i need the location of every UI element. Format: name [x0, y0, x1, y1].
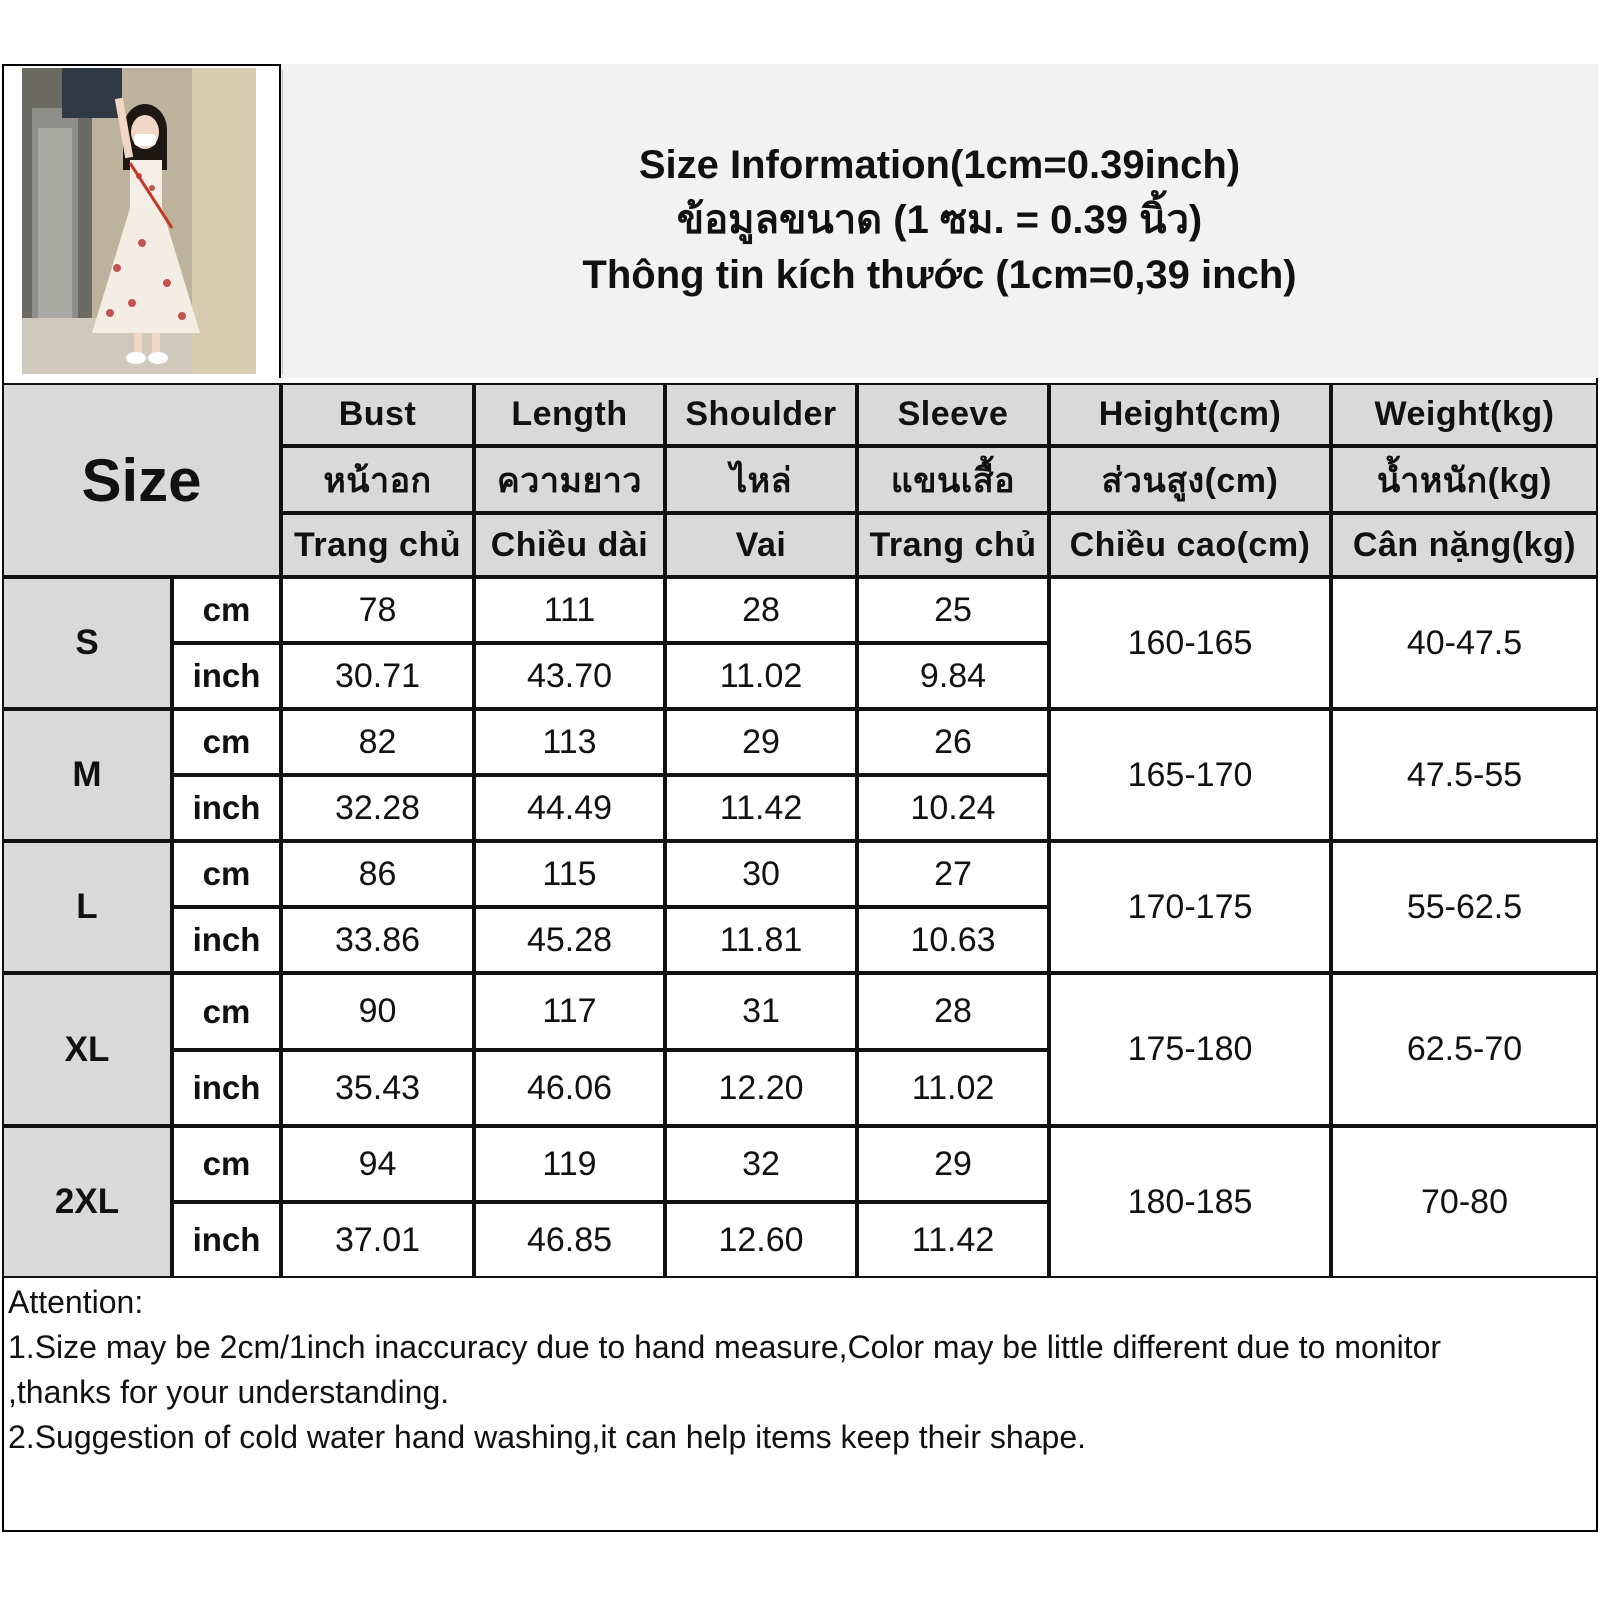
column-header-th: แขนเสื้อ — [857, 446, 1049, 513]
column-header-vi: Vai — [665, 513, 857, 577]
measure-inch-cell: 11.81 — [665, 907, 857, 973]
measure-inch-cell: 35.43 — [281, 1050, 474, 1126]
column-header-vi: Trang chủ — [281, 513, 474, 577]
measure-cm-cell: 28 — [665, 577, 857, 643]
measure-inch-cell: 43.70 — [474, 643, 665, 709]
unit-cm-cell: cm — [172, 973, 281, 1050]
column-header-th: ส่วนสูง(cm) — [1049, 446, 1331, 513]
note-line: 2.Suggestion of cold water hand washing,it can help items keep their shape. — [8, 1419, 1086, 1455]
measure-cm-cell: 29 — [857, 1126, 1049, 1202]
measure-cm-cell: 29 — [665, 709, 857, 775]
weight-range-cell: 47.5-55 — [1331, 709, 1598, 841]
unit-cm-cell: cm — [172, 577, 281, 643]
note-line: ,thanks for your understanding. — [8, 1374, 450, 1410]
height-range-cell: 170-175 — [1049, 841, 1331, 973]
product-photo — [22, 68, 256, 374]
measure-cm-cell: 31 — [665, 973, 857, 1050]
unit-inch-cell: inch — [172, 907, 281, 973]
title-vietnamese: Thông tin kích thước (1cm=0,39 inch) — [582, 253, 1297, 297]
column-header-vi: Chiều cao(cm) — [1049, 513, 1331, 577]
column-header-th: ไหล่ — [665, 446, 857, 513]
measure-inch-cell: 37.01 — [281, 1202, 474, 1278]
measure-cm-cell: 90 — [281, 973, 474, 1050]
measure-cm-cell: 115 — [474, 841, 665, 907]
weight-range-cell: 62.5-70 — [1331, 973, 1598, 1126]
measure-inch-cell: 30.71 — [281, 643, 474, 709]
column-header-vi: Chiều dài — [474, 513, 665, 577]
measure-cm-cell: 117 — [474, 973, 665, 1050]
column-header-en: Height(cm) — [1049, 383, 1331, 446]
weight-range-cell: 70-80 — [1331, 1126, 1598, 1278]
column-header-en: Weight(kg) — [1331, 383, 1598, 446]
measure-cm-cell: 28 — [857, 973, 1049, 1050]
unit-inch-cell: inch — [172, 775, 281, 841]
unit-cm-cell: cm — [172, 841, 281, 907]
size-label-cell: 2XL — [2, 1126, 172, 1278]
column-header-en: Bust — [281, 383, 474, 446]
measure-inch-cell: 12.20 — [665, 1050, 857, 1126]
note-line: 1.Size may be 2cm/1inch inaccuracy due to hand measure,Color may be little different due to monitor — [8, 1329, 1442, 1365]
unit-inch-cell: inch — [172, 643, 281, 709]
measure-inch-cell: 46.06 — [474, 1050, 665, 1126]
title-block — [281, 138, 1598, 303]
height-range-cell: 180-185 — [1049, 1126, 1331, 1278]
notes-heading: Attention: — [8, 1284, 144, 1320]
column-header-th: น้ำหนัก(kg) — [1331, 446, 1598, 513]
measure-inch-cell: 11.02 — [857, 1050, 1049, 1126]
measure-cm-cell: 30 — [665, 841, 857, 907]
size-label-cell: XL — [2, 973, 172, 1126]
column-header-th: หน้าอก — [281, 446, 474, 513]
height-range-cell: 175-180 — [1049, 973, 1331, 1126]
column-header-en: Shoulder — [665, 383, 857, 446]
unit-cm-cell: cm — [172, 1126, 281, 1202]
measure-inch-cell: 44.49 — [474, 775, 665, 841]
size-label-cell: S — [2, 577, 172, 709]
measure-inch-cell: 11.02 — [665, 643, 857, 709]
height-range-cell: 165-170 — [1049, 709, 1331, 841]
measure-cm-cell: 119 — [474, 1126, 665, 1202]
column-header-th: ความยาว — [474, 446, 665, 513]
column-header-en: Length — [474, 383, 665, 446]
column-header-en: Sleeve — [857, 383, 1049, 446]
measure-inch-cell: 12.60 — [665, 1202, 857, 1278]
unit-inch-cell: inch — [172, 1202, 281, 1278]
unit-cm-cell: cm — [172, 709, 281, 775]
measure-cm-cell: 111 — [474, 577, 665, 643]
unit-inch-cell: inch — [172, 1050, 281, 1126]
measure-cm-cell: 78 — [281, 577, 474, 643]
measure-cm-cell: 32 — [665, 1126, 857, 1202]
measure-inch-cell: 9.84 — [857, 643, 1049, 709]
height-range-cell: 160-165 — [1049, 577, 1331, 709]
measure-cm-cell: 86 — [281, 841, 474, 907]
measure-inch-cell: 46.85 — [474, 1202, 665, 1278]
measure-cm-cell: 113 — [474, 709, 665, 775]
model-photo-illustration — [22, 68, 256, 374]
title-thai: ข้อมูลขนาด (1 ซม. = 0.39 นิ้ว) — [676, 198, 1203, 242]
measure-inch-cell: 10.63 — [857, 907, 1049, 973]
measure-inch-cell: 33.86 — [281, 907, 474, 973]
size-label-cell: M — [2, 709, 172, 841]
column-header-vi: Trang chủ — [857, 513, 1049, 577]
weight-range-cell: 40-47.5 — [1331, 577, 1598, 709]
size-label-cell: L — [2, 841, 172, 973]
measure-inch-cell: 32.28 — [281, 775, 474, 841]
measure-cm-cell: 82 — [281, 709, 474, 775]
measure-inch-cell: 11.42 — [665, 775, 857, 841]
measure-cm-cell: 27 — [857, 841, 1049, 907]
measure-inch-cell: 45.28 — [474, 907, 665, 973]
measure-cm-cell: 26 — [857, 709, 1049, 775]
column-header-vi: Cân nặng(kg) — [1331, 513, 1598, 577]
measure-cm-cell: 94 — [281, 1126, 474, 1202]
measure-inch-cell: 11.42 — [857, 1202, 1049, 1278]
weight-range-cell: 55-62.5 — [1331, 841, 1598, 973]
measure-inch-cell: 10.24 — [857, 775, 1049, 841]
size-header-label: Size — [81, 446, 202, 514]
title-english: Size Information(1cm=0.39inch) — [638, 143, 1241, 187]
attention-notes — [8, 1280, 1588, 1460]
measure-cm-cell: 25 — [857, 577, 1049, 643]
